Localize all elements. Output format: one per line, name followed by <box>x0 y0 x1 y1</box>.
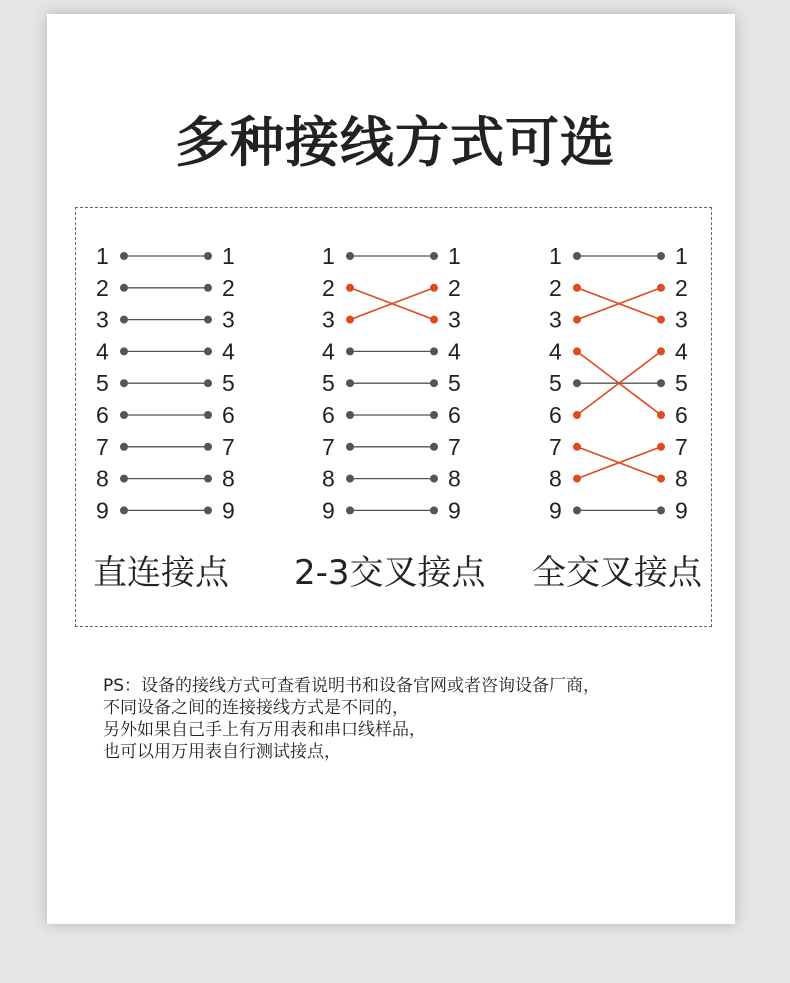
note-line-4: 也可以用万用表自行测试接点， <box>103 742 341 762</box>
left-pin-label-8: 8 <box>96 465 109 492</box>
left-pin-label-9: 9 <box>322 497 335 524</box>
right-pin-dot-4 <box>657 347 665 355</box>
left-pin-dot-6 <box>346 411 354 419</box>
left-pin-label-2: 2 <box>322 274 335 301</box>
note-line-2: 不同设备之间的连接接线方式是不同的， <box>103 698 409 718</box>
diagram-straight <box>96 243 235 523</box>
right-pin-dot-3 <box>204 316 212 324</box>
left-pin-dot-7 <box>346 443 354 451</box>
right-pin-label-6: 6 <box>222 402 235 428</box>
left-pin-label-9: 9 <box>549 497 562 524</box>
left-pin-dot-6 <box>573 411 581 419</box>
left-pin-dot-6 <box>120 411 128 419</box>
right-pin-dot-9 <box>204 506 212 514</box>
note-line-1: PS：设备的接线方式可查看说明书和设备官网或者咨询设备厂商， <box>103 676 601 696</box>
left-pin-label-4: 4 <box>96 338 109 365</box>
left-pin-label-5: 5 <box>96 370 109 397</box>
right-pin-label-8: 8 <box>675 465 688 492</box>
right-pin-label-6: 6 <box>675 402 688 428</box>
left-pin-dot-1 <box>573 252 581 260</box>
left-pin-label-9: 9 <box>96 497 109 524</box>
page-title: 多种接线方式可选 <box>175 111 615 174</box>
left-pin-label-5: 5 <box>322 370 335 397</box>
left-pin-dot-1 <box>346 252 354 260</box>
right-pin-label-1: 1 <box>675 243 688 269</box>
left-pin-label-3: 3 <box>549 306 562 333</box>
left-pin-label-4: 4 <box>549 338 562 365</box>
right-pin-dot-3 <box>430 316 438 324</box>
right-pin-label-9: 9 <box>448 497 461 524</box>
right-pin-dot-7 <box>657 443 665 451</box>
left-pin-label-5: 5 <box>549 370 562 397</box>
left-pin-dot-8 <box>120 475 128 483</box>
left-pin-dot-8 <box>346 475 354 483</box>
right-pin-dot-2 <box>657 284 665 292</box>
right-pin-dot-9 <box>430 506 438 514</box>
left-pin-dot-5 <box>120 379 128 387</box>
right-pin-dot-1 <box>657 252 665 260</box>
right-pin-dot-5 <box>430 379 438 387</box>
left-pin-dot-9 <box>573 506 581 514</box>
right-pin-label-3: 3 <box>675 306 688 333</box>
right-pin-label-1: 1 <box>222 243 235 269</box>
left-pin-label-8: 8 <box>549 465 562 492</box>
right-pin-dot-2 <box>430 284 438 292</box>
left-pin-label-1: 1 <box>96 243 109 269</box>
right-pin-label-9: 9 <box>675 497 688 524</box>
right-pin-label-8: 8 <box>222 465 235 492</box>
right-pin-label-2: 2 <box>448 274 461 301</box>
right-pin-label-4: 4 <box>675 338 688 365</box>
right-pin-dot-1 <box>204 252 212 260</box>
right-pin-dot-1 <box>430 252 438 260</box>
right-pin-label-3: 3 <box>448 306 461 333</box>
right-pin-dot-2 <box>204 284 212 292</box>
left-pin-dot-2 <box>573 284 581 292</box>
left-pin-label-1: 1 <box>549 243 562 269</box>
right-pin-dot-8 <box>204 475 212 483</box>
left-pin-label-7: 7 <box>96 433 109 460</box>
right-pin-dot-5 <box>657 379 665 387</box>
left-pin-label-2: 2 <box>96 274 109 301</box>
right-pin-dot-7 <box>204 443 212 451</box>
right-pin-label-2: 2 <box>222 274 235 301</box>
right-pin-dot-8 <box>430 475 438 483</box>
left-pin-dot-8 <box>573 475 581 483</box>
caption-straight: 直连接点 <box>93 553 229 593</box>
left-pin-dot-4 <box>346 347 354 355</box>
right-pin-label-4: 4 <box>222 338 235 365</box>
caption-full-cross: 全交叉接点 <box>532 553 702 593</box>
left-pin-label-6: 6 <box>549 402 562 428</box>
right-pin-label-6: 6 <box>448 402 461 428</box>
diagram-cross23 <box>322 243 461 523</box>
left-pin-label-4: 4 <box>322 338 335 365</box>
left-pin-dot-1 <box>120 252 128 260</box>
diagram-fullcross <box>549 243 688 523</box>
right-pin-dot-6 <box>204 411 212 419</box>
left-pin-label-6: 6 <box>96 402 109 428</box>
left-pin-label-3: 3 <box>96 306 109 333</box>
left-pin-dot-3 <box>346 316 354 324</box>
right-pin-dot-6 <box>430 411 438 419</box>
right-pin-label-7: 7 <box>222 433 235 460</box>
ps-note <box>103 675 600 763</box>
caption-2-3-cross: 2-3交叉接点 <box>294 553 486 593</box>
right-pin-label-5: 5 <box>675 370 688 397</box>
right-pin-dot-6 <box>657 411 665 419</box>
left-pin-label-2: 2 <box>549 274 562 301</box>
left-pin-dot-2 <box>346 284 354 292</box>
right-pin-dot-4 <box>204 347 212 355</box>
left-pin-label-3: 3 <box>322 306 335 333</box>
right-pin-label-1: 1 <box>448 243 461 269</box>
left-pin-dot-9 <box>346 506 354 514</box>
left-pin-dot-4 <box>120 347 128 355</box>
right-pin-dot-3 <box>657 316 665 324</box>
left-pin-dot-3 <box>573 316 581 324</box>
right-pin-label-8: 8 <box>448 465 461 492</box>
right-pin-label-5: 5 <box>222 370 235 397</box>
right-pin-dot-5 <box>204 379 212 387</box>
right-pin-label-2: 2 <box>675 274 688 301</box>
right-pin-label-3: 3 <box>222 306 235 333</box>
left-pin-label-6: 6 <box>322 402 335 428</box>
left-pin-label-1: 1 <box>322 243 335 269</box>
right-pin-dot-4 <box>430 347 438 355</box>
left-pin-dot-7 <box>573 443 581 451</box>
left-pin-dot-3 <box>120 316 128 324</box>
right-pin-label-7: 7 <box>448 433 461 460</box>
left-pin-label-8: 8 <box>322 465 335 492</box>
right-pin-dot-7 <box>430 443 438 451</box>
right-pin-label-7: 7 <box>675 433 688 460</box>
left-pin-label-7: 7 <box>322 433 335 460</box>
left-pin-dot-2 <box>120 284 128 292</box>
note-line-3: 另外如果自己手上有万用表和串口线样品， <box>103 720 426 740</box>
left-pin-dot-7 <box>120 443 128 451</box>
left-pin-label-7: 7 <box>549 433 562 460</box>
left-pin-dot-5 <box>573 379 581 387</box>
right-pin-dot-9 <box>657 506 665 514</box>
right-pin-label-9: 9 <box>222 497 235 524</box>
right-pin-label-5: 5 <box>448 370 461 397</box>
right-pin-dot-8 <box>657 475 665 483</box>
right-pin-label-4: 4 <box>448 338 461 365</box>
left-pin-dot-5 <box>346 379 354 387</box>
left-pin-dot-9 <box>120 506 128 514</box>
left-pin-dot-4 <box>573 347 581 355</box>
